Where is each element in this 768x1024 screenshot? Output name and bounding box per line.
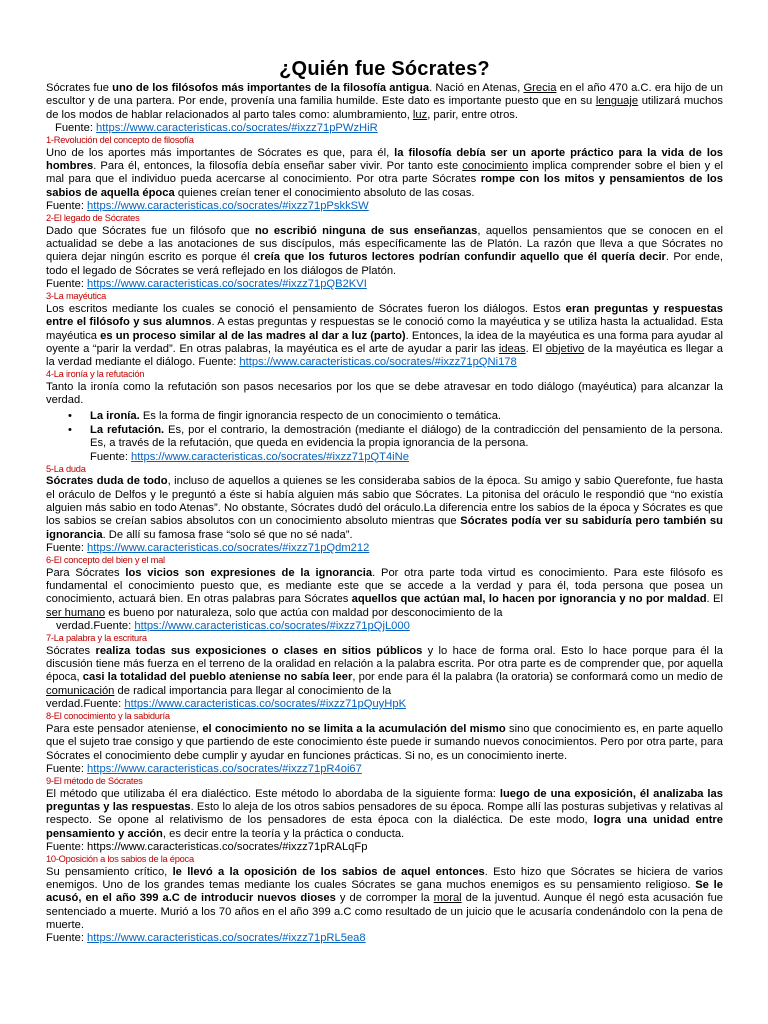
source-line — [46, 278, 723, 291]
section-paragraph — [46, 866, 723, 932]
text: . Por otra parte toda virtud es conocimiento. Para este filósofo es fundamental el conocimiento puesto que, es mediante este que se accede a la verdad y para él, toda persona que posea un conocimiento, actuará bien. En otras palabras para Sócrates — [46, 566, 724, 606]
text: en el año 470 a.C. era hijo de un escultor y de una partera. Por ende, provenía una familia humilde. Este dato es importante puesto que en su — [46, 82, 723, 108]
underlined-term: Grecia — [523, 82, 557, 94]
underlined-term: moral — [433, 892, 462, 905]
emphasis: los vicios son expresiones de la ignorancia — [125, 566, 373, 579]
source-link[interactable]: https://www.caracteristicas.co/socrates/#ixzz71pQuyHpK — [124, 698, 407, 711]
source-line — [46, 200, 723, 213]
section-heading: 10-Oposición a los sabios de la época — [46, 854, 194, 865]
source-link[interactable]: https://www.caracteristicas.co/socrates/#ixzz71pPWzHiR — [96, 121, 378, 134]
text: es bueno por naturaleza, solo que actúa con maldad por desconocimiento de la — [105, 606, 503, 619]
source-link[interactable]: https://www.caracteristicas.co/socrates/#ixzz71pQjL000 — [134, 619, 410, 632]
underlined-term: ser humano — [46, 606, 106, 619]
text: sino que conocimiento es, en parte aquello que el sujeto trae consigo y que partiendo de este conocimiento éste puede ir sumando nuevos conocimientos. Pero por otra parte, para Sócrates el conocimiento debe cumplir y ayudar en funciones prácticas. Si no, es un conocimiento inerte. — [46, 722, 723, 762]
emphasis: uno de los filósofos más importantes de la filosofía antigua — [112, 82, 430, 94]
source-link[interactable]: https://www.caracteristicas.co/socrates/#ixzz71pRL5ea8 — [87, 932, 366, 945]
text: . El — [525, 342, 546, 355]
source-link[interactable]: https://www.caracteristicas.co/socrates/#ixzz71pQT4iNe — [131, 450, 409, 463]
text: de la juventud. Aunque él negó esta acusación fue sentenciado a muerte. Murió a los 70 años en el año 399 a.C como resultado de un juicio que le acusaría condenándolo con la pena de muerte. — [46, 892, 724, 931]
section-paragraph: Tanto la ironía como la refutación son pasos necesarios por los que se debe atravesar en todo diálogo (mayéutica) para alcanzar la verdad. — [46, 381, 723, 407]
list-item — [68, 423, 724, 451]
emphasis: no escribió ninguna de sus enseñanzas — [254, 224, 478, 237]
emphasis: Sócrates podía ver su sabiduría pero también su ignorancia — [46, 515, 723, 541]
text: de radical importancia para llegar al conocimiento de la — [114, 684, 392, 697]
emphasis: Sócrates duda de todo — [46, 475, 168, 488]
text: Para Sócrates — [46, 566, 126, 579]
text: . Esto hizo que Sócrates se hiciera de varios enemigos. Uno de los grandes temas mediante los cuales Sócrates se gana muchos enemigos es su pensamiento religioso. — [46, 865, 723, 892]
section-paragraph — [46, 567, 723, 620]
emphasis: la filosofía debía ser un aporte práctico para la vida de los hombres — [46, 146, 723, 173]
underlined-term: ideas — [498, 342, 526, 355]
text: , por ende para él la palabra (la oratoria) se conformará como un medio de — [352, 671, 723, 684]
section-heading: 3-La mayéutica — [46, 291, 107, 302]
emphasis: casi la totalidad del pueblo ateniense no sabía leer — [82, 671, 353, 684]
text: Sócrates — [46, 644, 96, 657]
underlined-term: conocimiento — [462, 160, 529, 173]
source-label: Fuente: — [46, 762, 88, 775]
text: . Por ende, todo el legado de Sócrates se verá reflejado en los diálogos de Platón. — [46, 251, 724, 277]
section-paragraph — [46, 723, 723, 763]
page-title: ¿Quién fue Sócrates? — [279, 58, 490, 80]
emphasis: realiza todas sus exposiciones o clases en sitios públicos — [95, 644, 423, 657]
source-link[interactable]: https://www.caracteristicas.co/socrates/#ixzz71pPskkSW — [87, 199, 369, 212]
source-label: Fuente: — [55, 121, 97, 134]
bullet-icon: • — [68, 423, 72, 436]
source-line — [46, 763, 723, 776]
text: quienes creían tener el conocimiento absoluto de las cosas. — [174, 186, 475, 199]
text: , aquellos pensamientos que se conocen en el actualidad se debe a las anotaciones de sus discípulos, más específicamente las de Platón. La razón que lleva a que Sócrates no quiera dejar ningún escrito es porque él — [46, 224, 724, 264]
section-paragraph — [46, 475, 723, 541]
emphasis: eran preguntas y respuestas entre el filósofo y sus alumnos — [46, 302, 723, 329]
source-line — [46, 542, 723, 555]
bullet-list — [46, 410, 723, 451]
section-paragraph — [46, 303, 723, 369]
source-link[interactable]: https://www.caracteristicas.co/socrates/#ixzz71pQdm212 — [87, 541, 370, 554]
section-paragraph — [46, 225, 723, 278]
emphasis: La ironía. — [90, 409, 140, 422]
text: . Entonces, la idea de la mayéutica es una forma para ayudar al oyente a “parir la verdad”. En otras palabras, la mayéutica es el arte de ayudar a parir las — [46, 329, 723, 355]
intro-paragraph — [46, 82, 723, 122]
section-paragraph — [46, 788, 723, 841]
text: verdad.Fuente: — [46, 698, 125, 711]
underlined-term: lenguaje — [595, 95, 639, 108]
source-link[interactable]: https://www.caracteristicas.co/socrates/#ixzz71pR4oi67 — [87, 762, 362, 775]
emphasis: creía que los futuros lectores podrían confundir aquello que él quería decir — [253, 251, 666, 264]
underlined-term: comunicación — [46, 684, 115, 697]
source-label: Fuente: — [90, 450, 132, 463]
section-paragraph — [46, 147, 723, 200]
text: , es decir entre la teoría y la práctica o conducta. — [162, 827, 405, 840]
section-heading: 9-El método de Sócrates — [46, 776, 143, 787]
text: . Para él, entonces, la filosofía debía enseñar saber vivir. Por tanto este — [93, 160, 463, 173]
section-heading: 5-La duda — [46, 463, 86, 474]
text: Su pensamiento crítico, — [46, 865, 173, 878]
section-heading: 2-El legado de Sócrates — [46, 213, 140, 224]
emphasis: el conocimiento no se limita a la acumulación del mismo — [202, 722, 506, 735]
text: y lo hace de forma oral. Esto lo hace porque para él la discusión tiene más fuerza en el terreno de la oralidad en relación a la palabra escrita. Por otra parte es de comprender que, por aquella época, — [46, 644, 723, 684]
source-line — [46, 620, 723, 633]
text: verdad.Fuente: — [56, 619, 135, 632]
emphasis: La refutación. — [90, 423, 165, 436]
section-heading: 4-La ironía y la refutación — [46, 369, 145, 380]
text: y de corromper la — [335, 892, 434, 905]
text: . Nació en Atenas, — [429, 82, 524, 94]
source-label: Fuente: — [46, 541, 88, 554]
emphasis: es un proceso similar al de las madres al dar a luz (parto) — [100, 329, 406, 342]
section-heading: 6-El concepto del bien y el mal — [46, 555, 165, 566]
section-heading: 8-El conocimiento y la sabiduría — [46, 711, 170, 722]
source-line — [46, 122, 723, 135]
emphasis: logra una unidad entre pensamiento y acción — [46, 814, 723, 840]
source-line — [46, 451, 723, 464]
source-link[interactable]: https://www.caracteristicas.co/socrates/#ixzz71pQNi178 — [239, 356, 517, 369]
text: Uno de los aportes más importantes de Sócrates es que, para él, — [46, 146, 395, 159]
text: , parir, entre otros. — [427, 108, 519, 121]
section-heading: 7-La palabra y la escritura — [46, 633, 147, 644]
emphasis: luego de una exposición, él analizaba las preguntas y las respuestas — [46, 787, 723, 813]
text: Los escritos mediante los cuales se conoció el pensamiento de Sócrates fueron los diálogos. Estos — [46, 302, 566, 315]
underlined-term: objetivo — [545, 342, 585, 355]
document-page — [46, 58, 723, 946]
text: Sócrates fue — [46, 82, 113, 94]
emphasis: Se le acusó, en el año 399 a.C de introducir nuevos dioses — [46, 879, 723, 905]
text: Es, por el contrario, la demostración (mediante el diálogo) de la contradicción del pensamiento de la persona. Es, a través de la refutación, que queda en evidencia la propia ignorancia de la persona. — [90, 423, 724, 450]
text: . De allí su famosa frase “solo sé que no sé nada”. — [102, 528, 353, 541]
source-label: Fuente: — [46, 932, 88, 945]
section-heading: 1-Revolución del concepto de filosofía — [46, 135, 194, 146]
text: , incluso de aquellos a quienes se les consideraba sabios de la época. Su amigo y sabio Querefonte, fue hasta el oráculo de Delfos y le preguntó a éste si había alguien más sabio que Sócrates. La pitonisa del oráculo le respondió que “no existía alguien más sabio en todo Atenas”. No obstante, Sócrates dudó del oráculo.La diferencia entre los sabios de la época y Sócrates es que los sabios se creían sabios absolutos con un conocimiento absoluto mientras que — [46, 475, 724, 528]
source-line: Fuente: https://www.caracteristicas.co/socrates/#ixzz71pRALqFp — [46, 840, 368, 853]
text: implica comprender sobre el bien y el mal para que el individuo pueda acercarse al conocimiento. Por otra parte Sócrates — [46, 160, 723, 186]
section-paragraph — [46, 645, 723, 698]
text: El método que utilizaba él era dialéctico. Este método lo abordaba de la siguiente forma: — [46, 787, 500, 800]
source-line — [46, 932, 723, 945]
emphasis: rompe con los mitos y pensamientos de los sabios de aquella época — [46, 173, 723, 199]
emphasis: aquellos que actúan mal, lo hacen por ignorancia y no por maldad — [351, 593, 707, 606]
text: utilizará muchos de los modos de hablar relacionados al parto tales como: alumbramiento, — [46, 95, 723, 121]
text: . El — [706, 593, 723, 606]
emphasis: le llevó a la oposición de los sabios de aquel entonces — [172, 865, 485, 878]
source-link[interactable]: https://www.caracteristicas.co/socrates/#ixzz71pQB2KVI — [87, 278, 367, 291]
text: Para este pensador ateniense, — [46, 722, 203, 735]
text: Es la forma de fingir ignorancia respecto de un conocimiento o temática. — [139, 409, 502, 422]
source-label: Fuente: — [46, 278, 88, 291]
source-label: Fuente: — [46, 199, 88, 212]
text: de la mayéutica es llegar a la verdad mediante el diálogo. Fuente: — [46, 342, 723, 369]
source-line — [46, 698, 723, 711]
list-item — [68, 409, 723, 423]
text: . A estas preguntas y respuestas se le conoció como la mayéutica y se utiliza hasta la actualidad. Esta mayéutica — [46, 316, 723, 342]
text: Dado que Sócrates fue un filósofo que — [46, 224, 255, 237]
text: . Esto lo aleja de los otros sabios pensadores de su época. Rompe allí las posturas subjetivas y relativas al respecto. Se opone al relativismo de los pensadores de esta época con la dialéctica. De este modo, — [46, 801, 723, 827]
bullet-icon: • — [68, 409, 72, 422]
underlined-term: luz — [412, 108, 428, 121]
